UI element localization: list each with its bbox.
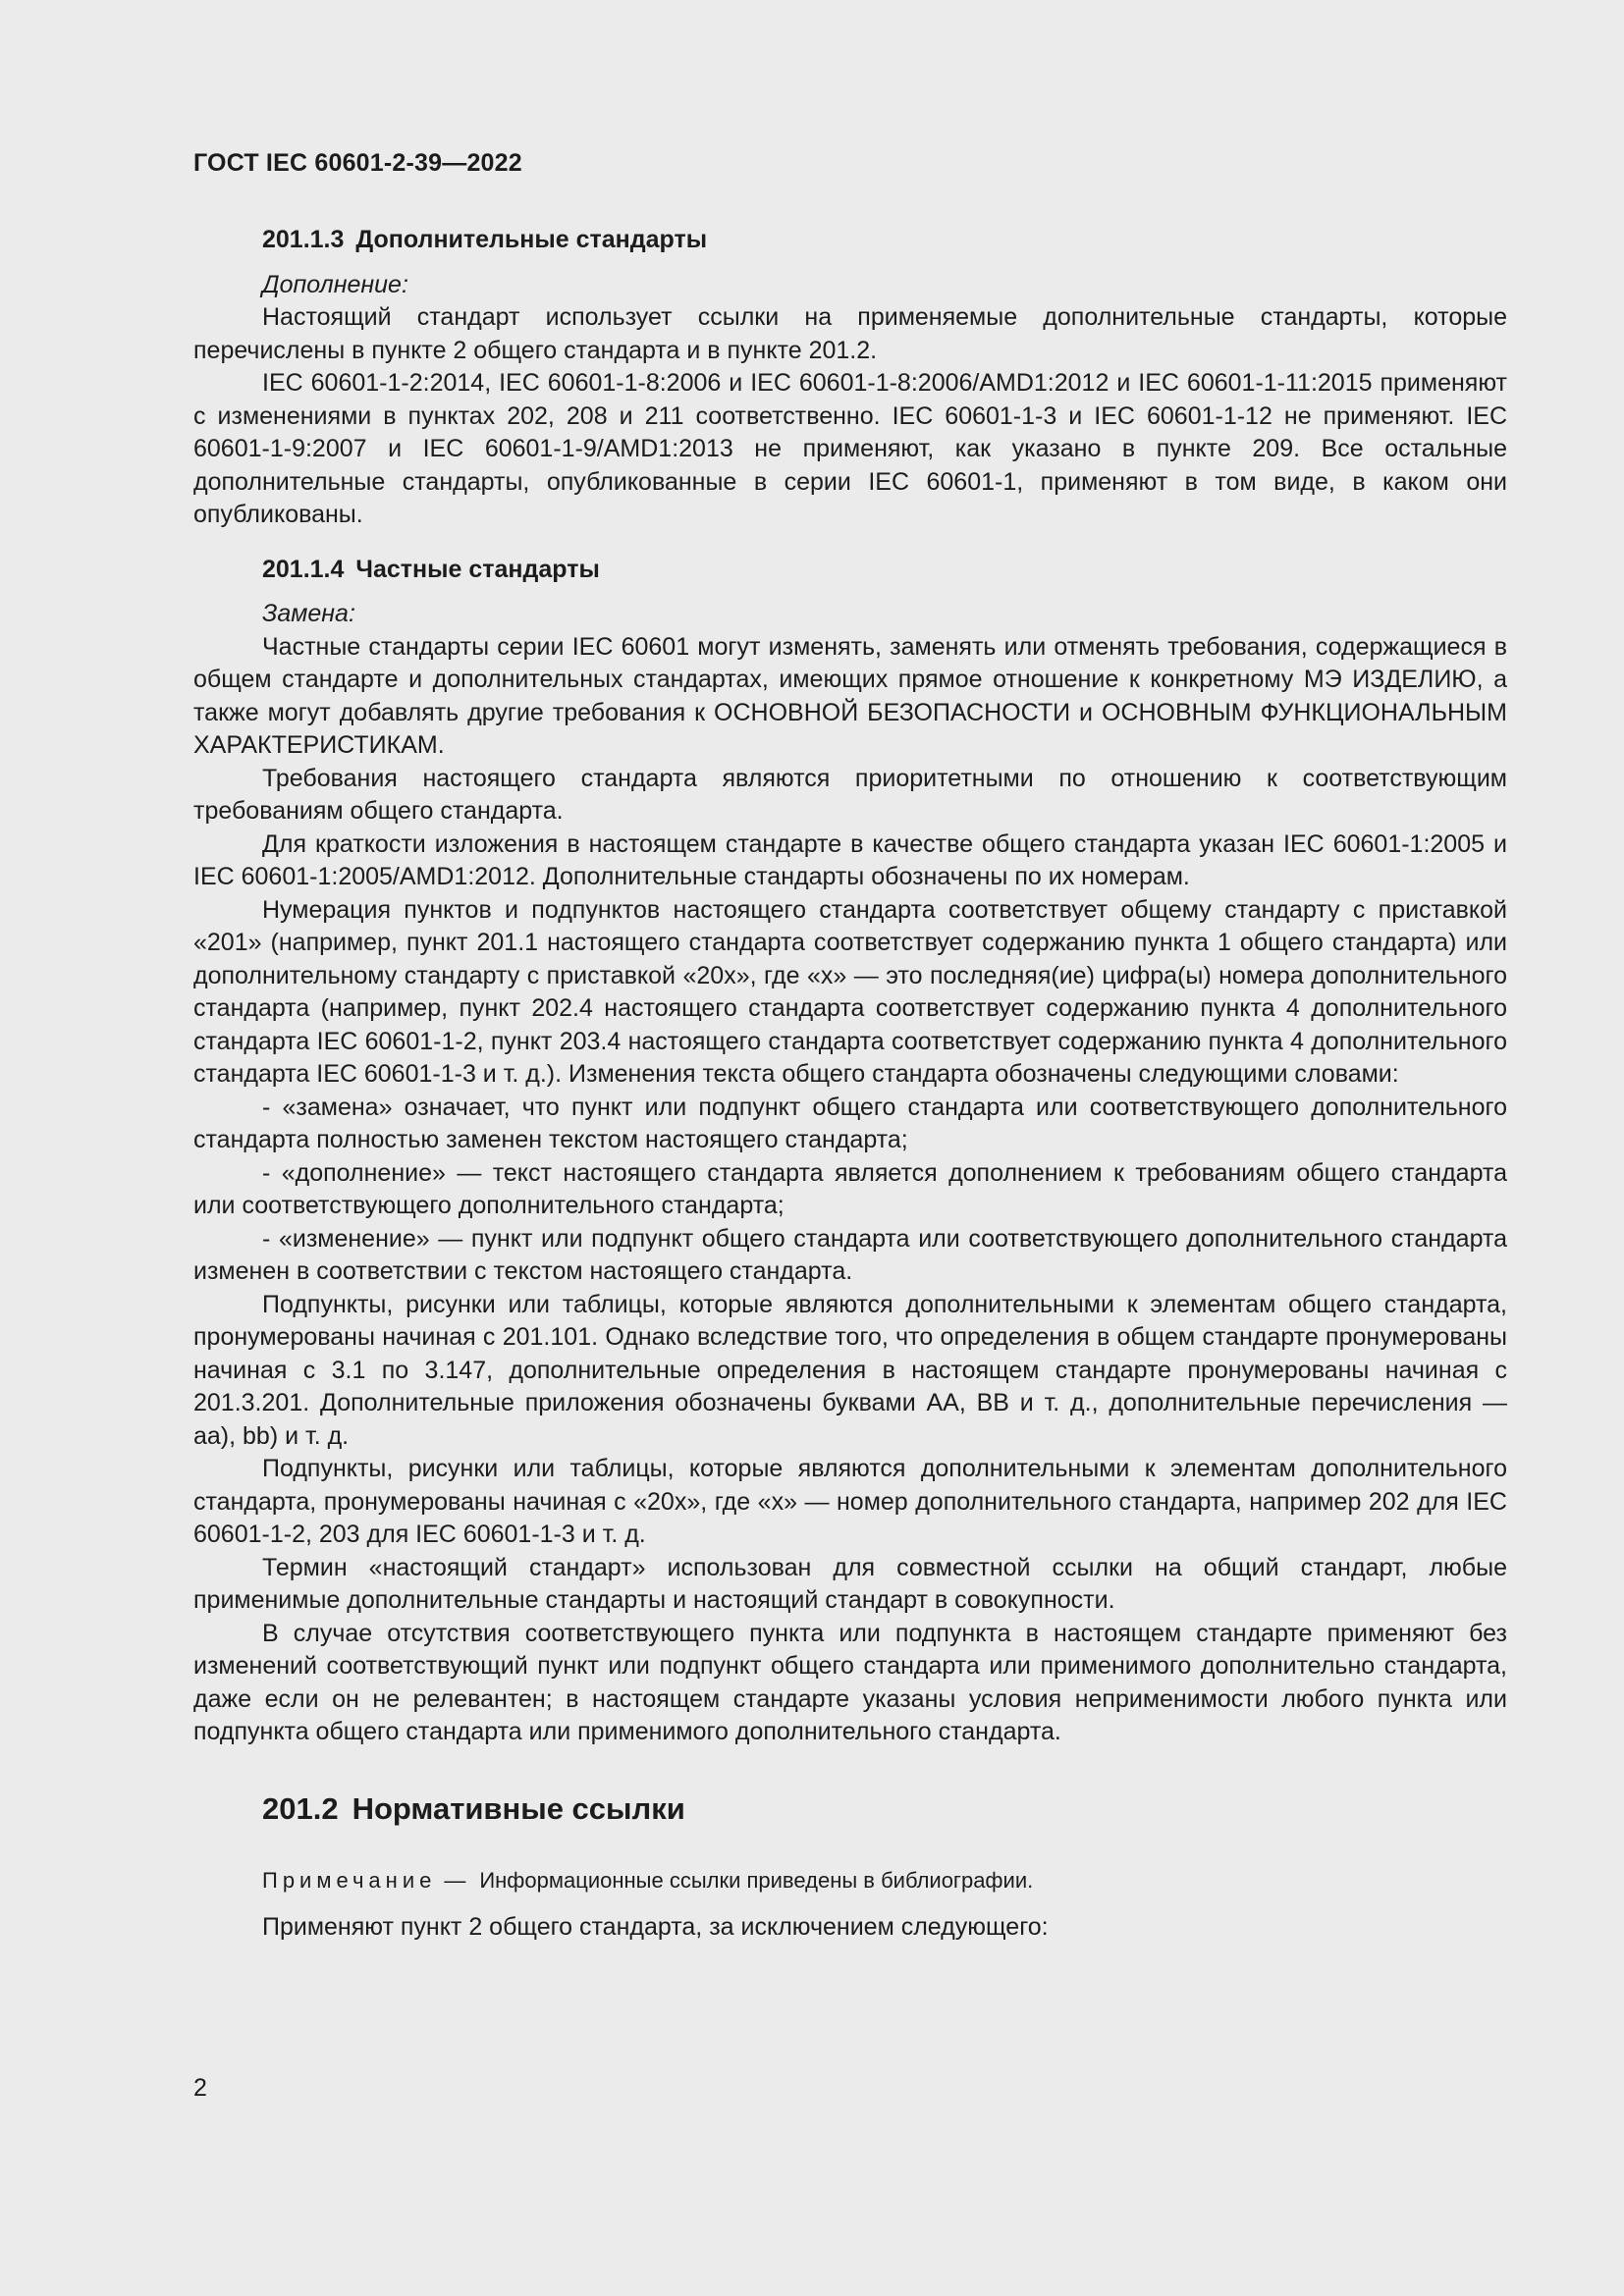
note-label: Примечание <box>262 1868 437 1893</box>
paragraph: IEC 60601-1-2:2014, IEC 60601-1-8:2006 и IEC 60601-1-8:2006/AMD1:2012 и IEC 60601-1-11:2015 применяют с изменениями в пунктах 202, 208 и 211 соответственно. IEC 60601-1-3 и IEC 60601-1-12 не применяют. IEC 60601-1-9:2007 и IEC 60601-1-9/AMD1:2013 не применяют, как указано в пункте 209. Все остальные дополнительные стандарты, опубликованные в серии IEC 60601-1, применяют в том виде, в каком они опубликованы. <box>193 369 1507 528</box>
paragraph: Для краткости изложения в настоящем стандарте в качестве общего стандарта указан IEC 60601-1:2005 и IEC 60601-1:2005/AMD1:2012. Дополнительные стандарты обозначены по их номерам. <box>193 829 1507 890</box>
note-text: Информационные ссылки приведены в библиографии. <box>479 1868 1034 1893</box>
page-number: 2 <box>193 2074 207 2102</box>
replacement-label: Замена: <box>262 600 355 627</box>
section-number: 201.1.3 <box>262 226 345 253</box>
paragraph: Применяют пункт 2 общего стандарта, за исключением следующего: <box>262 1912 1049 1941</box>
paragraph: Подпункты, рисунки или таблицы, которые являются дополнительными к элементам дополнительного стандарта, пронумерованы начиная с «20x», где «x» — номер дополнительного стандарта, например 202 для IEC 60601-1-2, 203 для IEC 60601-1-3 и т. д. <box>193 1455 1507 1548</box>
note <box>193 1864 1507 1897</box>
paragraph: Нумерация пунктов и подпунктов настоящего стандарта соответствует общему стандарту с приставкой «201» (например, пункт 201.1 настоящего стандарта соответствует содержанию пункта 1 общего стандарта) или дополнительному стандарту с приставкой «20x», где «x» — это последняя(ие) цифра(ы) номера дополнительного стандарта (например, пункт 202.4 настоящего стандарта соответствует содержанию пункта 4 дополнительного стандарта IEC 60601-1-2, пункт 203.4 настоящего стандарта соответствует содержанию пункта 4 дополнительного стандарта IEC 60601-1-3 и т. д.). Изменения текста общего стандарта обозначены следующими словами: <box>193 895 1507 1088</box>
list-item: - «изменение» — пункт или подпункт общего стандарта или соответствующего дополнительного стандарта изменен в соответствии с текстом настоящего стандарта. <box>193 1224 1507 1285</box>
section-title: Частные стандарты <box>355 555 600 583</box>
document-header: ГОСТ IEC 60601-2-39—2022 <box>193 149 522 177</box>
paragraph: Термин «настоящий стандарт» использован для совместной ссылки на общий стандарт, любые применимые дополнительные стандарты и настоящий стандарт в совокупности. <box>193 1553 1507 1614</box>
section-heading-201-2 <box>193 1792 1507 1826</box>
paragraph: Настоящий стандарт использует ссылки на применяемые дополнительные стандарты, которые перечислены в пункте 2 общего стандарта и в пункте 201.2. <box>193 303 1507 364</box>
section-title: Нормативные ссылки <box>352 1790 685 1826</box>
paragraph: В случае отсутствия соответствующего пункта или подпункта в настоящем стандарте применяют без изменений соответствующий пункт или подпункт общего стандарта или применимого дополнительно стандарта, даже если он не релевантен; в настоящем стандарте указаны условия неприменимости любого пункта или подпункта общего стандарта или применимого дополнительного стандарта. <box>193 1619 1507 1745</box>
section-heading-201-1-4 <box>193 554 1507 587</box>
paragraph: Подпункты, рисунки или таблицы, которые являются дополнительными к элементам общего стандарта, пронумерованы начиная с 201.101. Однако вследствие того, что определения в общем стандарте пронумерованы начиная с 3.1 по 3.147, дополнительные определения в настоящем стандарте пронумерованы начиная с 201.3.201. Дополнительные приложения обозначены буквами АА, ВВ и т. д., дополнительные перечисления — aa), bb) и т. д. <box>193 1290 1507 1450</box>
section-heading-201-1-3 <box>193 224 1507 257</box>
note-dash: — <box>444 1868 466 1893</box>
section-number: 201.2 <box>262 1790 339 1826</box>
paragraph: Частные стандарты серии IEC 60601 могут изменять, заменять или отменять требования, содержащиеся в общем стандарте и дополнительных стандартах, имеющих прямое отношение к конкретному МЭ ИЗДЕЛИЮ, а также могут добавлять другие требования к ОСНОВНОЙ БЕЗОПАСНОСТИ и ОСНОВНЫМ ФУНКЦИОНАЛЬНЫМ ХАРАКТЕРИСТИКАМ. <box>193 632 1507 759</box>
list-item: - «замена» означает, что пункт или подпункт общего стандарта или соответствующего дополнительного стандарта полностью заменен текстом настоящего стандарта; <box>193 1093 1507 1153</box>
amendment-label: Дополнение: <box>262 270 408 298</box>
document-body <box>193 224 1507 1944</box>
paragraph: Требования настоящего стандарта являются приоритетными по отношению к соответствующим требованиям общего стандарта. <box>193 764 1507 825</box>
list-item: - «дополнение» — текст настоящего стандарта является дополнением к требованиям общего стандарта или соответствующего дополнительного стандарта; <box>193 1158 1507 1219</box>
section-title: Дополнительные стандарты <box>355 226 708 253</box>
section-number: 201.1.4 <box>262 555 345 583</box>
